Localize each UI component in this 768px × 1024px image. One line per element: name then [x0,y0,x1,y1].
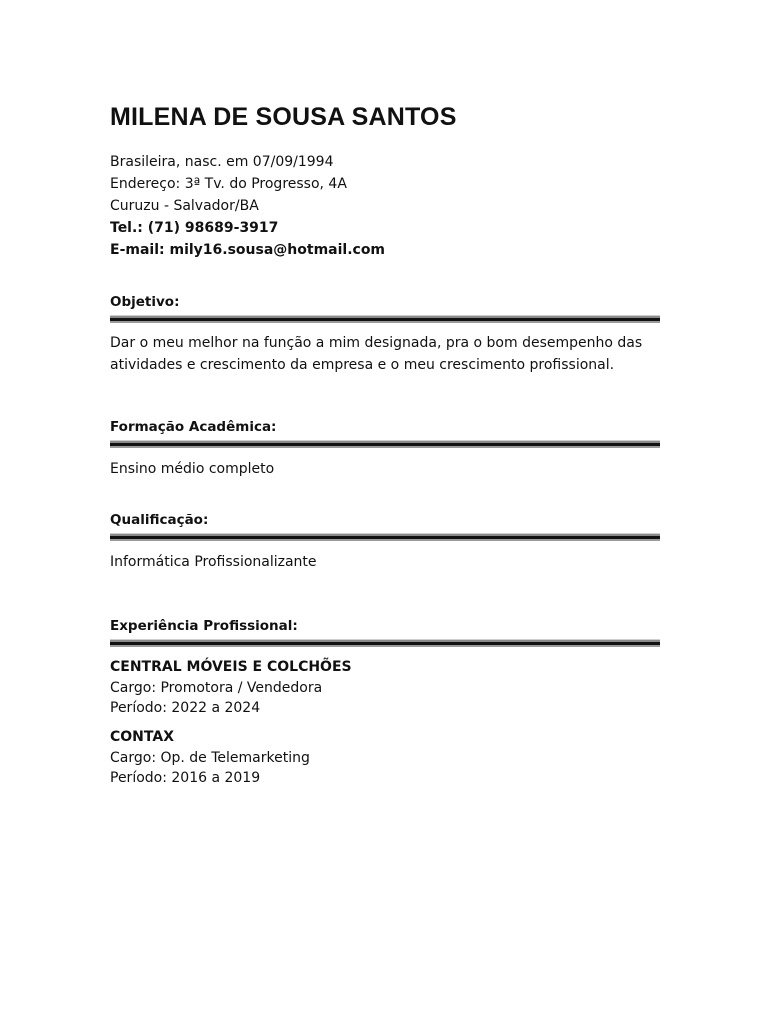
section-title-experience: Experiência Profissional: [110,618,298,634]
header [110,100,660,261]
section-title-qualification: Qualificação: [110,512,209,528]
education-text: Ensino médio completo [110,461,275,477]
section-divider [110,440,660,448]
section-divider [110,639,660,647]
section-qualification [110,511,660,573]
qualification-text: Informática Profissionalizante [110,554,317,570]
job-role: Cargo: Op. de Telemarketing [110,750,310,766]
section-objective [110,293,660,376]
section-divider [110,533,660,541]
city: Curuzu - Salvador/BA [110,198,259,214]
job-role: Cargo: Promotora / Vendedora [110,680,323,696]
section-experience [110,617,660,788]
section-title-objective: Objetivo: [110,294,180,310]
nationality-birth: Brasileira, nasc. em 07/09/1994 [110,154,334,170]
resume-page [110,100,660,788]
job-entry [110,727,660,788]
section-education [110,418,660,480]
objective-text: Dar o meu melhor na função a mim designada, pra o bom desempenho das atividades e crescimento da empresa e o meu crescimento profissional. [110,335,643,373]
job-period: Período: 2022 a 2024 [110,700,261,716]
job-period: Período: 2016 a 2019 [110,770,261,786]
candidate-name: MILENA DE SOUSA SANTOS [110,103,457,131]
job-entry [110,657,660,718]
phone: Tel.: (71) 98689-3917 [110,220,279,236]
job-company: CONTAX [110,729,174,745]
address: Endereço: 3ª Tv. do Progresso, 4A [110,176,347,192]
email: E-mail: mily16.sousa@hotmail.com [110,242,386,258]
job-company: CENTRAL MÓVEIS E COLCHÕES [110,659,352,675]
section-divider [110,315,660,323]
section-title-education: Formação Acadêmica: [110,419,277,435]
